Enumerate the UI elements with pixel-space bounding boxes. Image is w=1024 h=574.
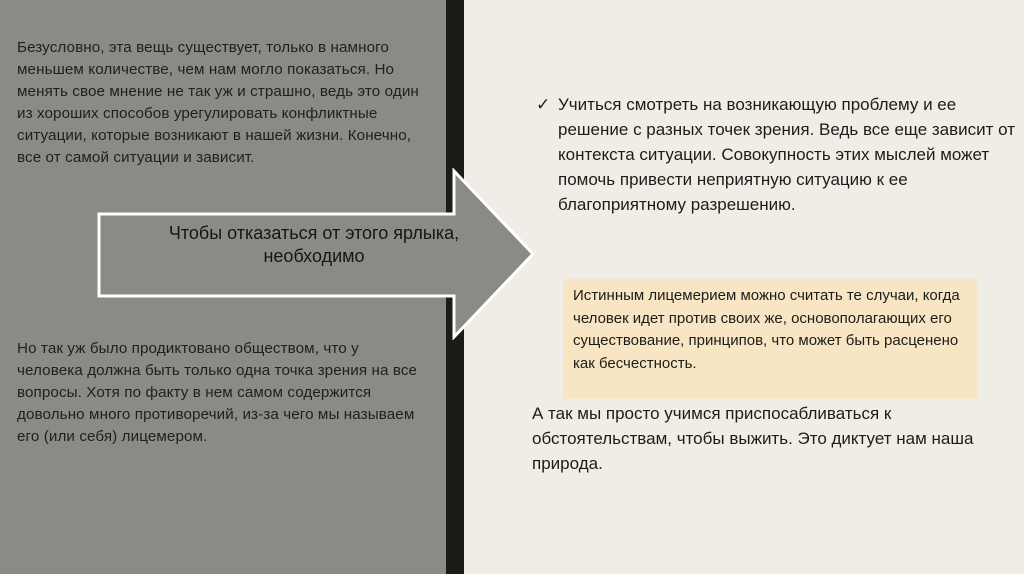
closing-paragraph: А так мы просто учимся приспосабливаться к обстоятельствам, чтобы выжить. Это диктует нам наша природа. — [532, 404, 974, 473]
checkmark-icon: ✓ — [536, 95, 551, 114]
left-top-paragraph: Безусловно, эта вещь существует, только в намного меньшем количестве, чем нам могло показаться. Но менять свое мнение не так уж и страшно, ведь это один из хороших способов урегулировать конфликтные ситуации, которые возникают в нашей жизни. Конечно, все от самой ситуации и зависит. — [17, 39, 419, 166]
bullet-text: Учиться смотреть на возникающую проблему и ее решение с разных точек зрения. Ведь все еще зависит от контекста ситуации. Совокупность этих мыслей может помочь привести неприятную ситуацию к ее благоприятному разрешению. — [558, 95, 1016, 214]
arrow-label-line1: Чтобы отказаться от этого ярлыка, — [168, 223, 460, 243]
left-bottom-paragraph: Но так уж было продиктовано обществом, что у человека должна быть только одна точка зрения на все вопросы. Хотя по факту в нем самом содержится довольно много противоречий, из-за чего мы называем его (или себя) лицемером. — [17, 340, 418, 445]
highlight-text: Истинным лицемерием можно считать те случаи, когда человек идет против своих же, основополагающих его существование, принципов, что может быть расценено как бесчестность. — [573, 287, 960, 372]
arrow-label-line2: необходимо — [263, 246, 365, 266]
arrow-label — [128, 222, 500, 268]
bullet-item — [536, 92, 1024, 217]
